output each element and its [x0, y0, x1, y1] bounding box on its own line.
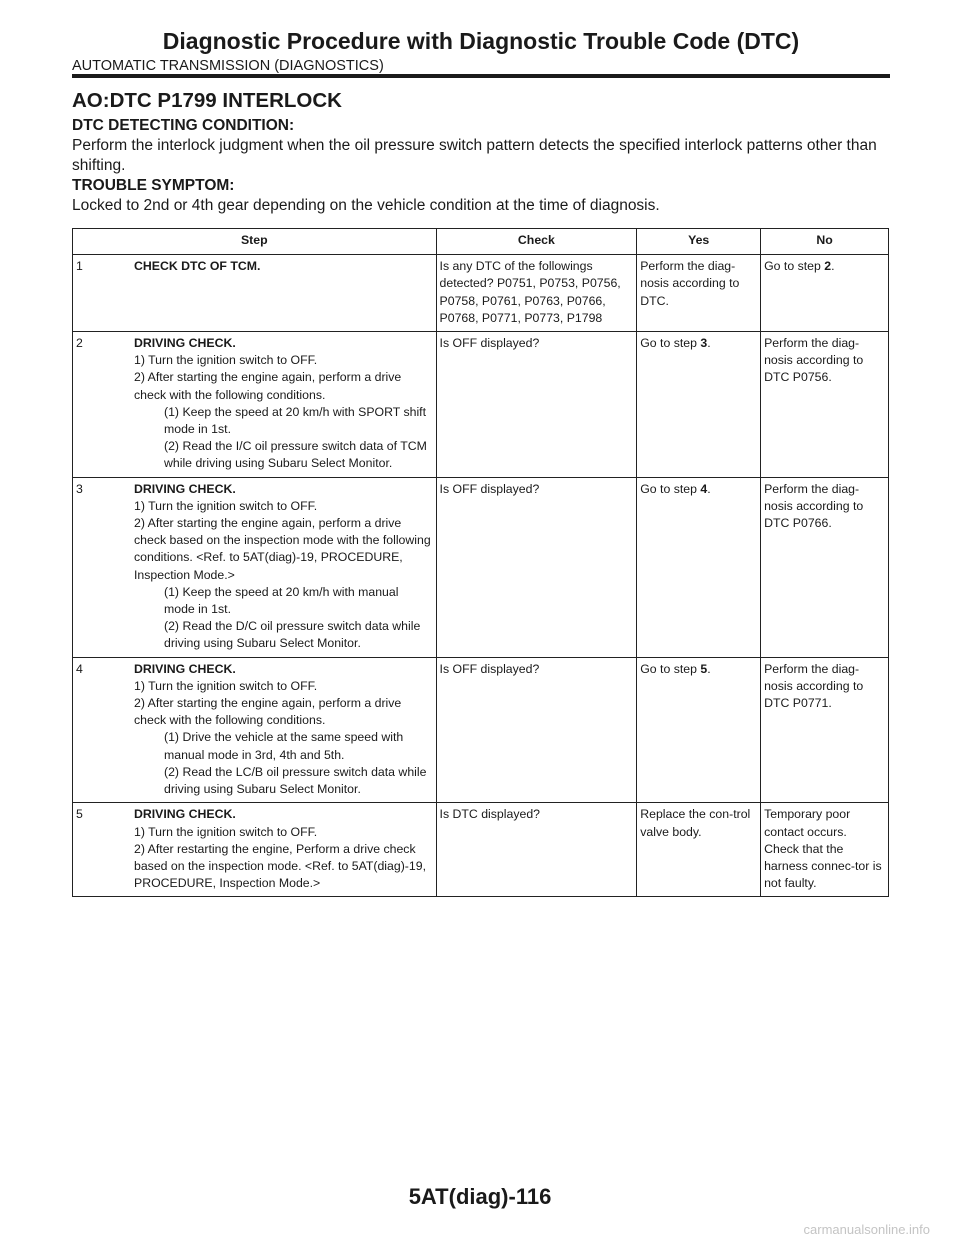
diagnostic-table	[72, 228, 889, 897]
yes-punct: .	[707, 481, 711, 496]
yes-text: Go to step	[640, 481, 701, 496]
step-instruction: 2) After starting the engine again, perform a drive check based on the inspection mode with the following conditions. <Ref. to 5AT(diag)-19, PROCEDURE, Inspection Mode.>	[134, 516, 431, 582]
page-title: Diagnostic Procedure with Diagnostic Trouble Code (DTC)	[162, 28, 800, 54]
table-row	[73, 657, 889, 803]
dtc-section	[72, 88, 890, 216]
page-number: 5AT(diag)-116	[408, 1184, 552, 1209]
no-cell: Perform the diag-nosis according to DTC P0756.	[761, 332, 889, 478]
section-title: AO:DTC P1799 INTERLOCK	[72, 89, 342, 112]
check-cell: Is DTC displayed?	[436, 803, 637, 897]
step-instruction: 1) Turn the ignition switch to OFF.	[134, 824, 318, 839]
step-instruction: 2) After restarting the engine, Perform a drive check based on the inspection mode. <Ref. to 5AT(diag)-19, PROCEDURE, Inspection Mode.>	[134, 841, 426, 891]
header-divider	[72, 74, 890, 78]
table-row	[73, 332, 889, 478]
condition-text: Perform the interlock judgment when the oil pressure switch pattern detects the specified interlock patterns other than shifting.	[72, 137, 877, 174]
step-substep: (2) Read the I/C oil pressure switch data of TCM while driving using Subaru Select Monitor.	[164, 439, 427, 471]
yes-punct: .	[707, 661, 711, 676]
step-number: 4	[76, 661, 83, 676]
column-header-yes: Yes	[637, 229, 761, 255]
table-row	[73, 255, 889, 332]
step-instruction: 1) Turn the ignition switch to OFF.	[134, 498, 318, 513]
step-substep: (1) Keep the speed at 20 km/h with manual mode in 1st.	[164, 584, 399, 617]
step-link[interactable]: 5	[700, 661, 708, 676]
step-instruction: 2) After starting the engine again, perform a drive check with the following conditions.	[134, 370, 402, 402]
no-cell: Perform the diag-nosis according to DTC P0771.	[761, 657, 889, 803]
no-punct: .	[831, 259, 835, 274]
step-link[interactable]: 2	[824, 259, 832, 274]
page-subtitle: AUTOMATIC TRANSMISSION (DIAGNOSTICS)	[72, 58, 384, 74]
step-instruction: 1) Turn the ignition switch to OFF.	[134, 678, 318, 693]
check-cell: Is OFF displayed?	[436, 477, 637, 657]
step-instruction: 2) After starting the engine again, perform a drive check with the following conditions.	[134, 696, 402, 728]
step-title: DRIVING CHECK.	[134, 336, 236, 351]
yes-cell: Replace the con-trol valve body.	[637, 803, 761, 897]
yes-punct: .	[707, 336, 711, 351]
step-number: 2	[76, 336, 83, 351]
step-number: 1	[76, 259, 83, 274]
watermark: carmanualsonline.info	[803, 1222, 930, 1237]
yes-cell	[637, 332, 761, 478]
no-cell: Perform the diag-nosis according to DTC P0766.	[761, 477, 889, 657]
step-cell	[73, 803, 437, 897]
column-header-no: No	[761, 229, 889, 255]
check-cell: Is OFF displayed?	[436, 657, 637, 803]
step-link[interactable]: 4	[700, 481, 708, 496]
no-cell	[761, 255, 889, 332]
check-cell: Is OFF displayed?	[436, 332, 637, 478]
yes-text: Go to step	[640, 336, 701, 351]
symptom-text: Locked to 2nd or 4th gear depending on the vehicle condition at the time of diagnosis.	[72, 197, 660, 214]
no-cell: Temporary poor contact occurs. Check that the harness connec-tor is not faulty.	[761, 803, 889, 897]
table-row	[73, 477, 889, 657]
step-title: DRIVING CHECK.	[134, 481, 236, 496]
step-title: CHECK DTC OF TCM.	[134, 259, 261, 274]
column-header-check: Check	[436, 229, 637, 255]
step-cell	[73, 657, 437, 803]
condition-label: DTC DETECTING CONDITION:	[72, 117, 295, 134]
step-substep: (1) Keep the speed at 20 km/h with SPORT shift mode in 1st.	[164, 404, 427, 437]
step-cell	[73, 255, 437, 332]
step-substep: (1) Drive the vehicle at the same speed with manual mode in 3rd, 4th and 5th.	[164, 730, 404, 762]
column-header-step: Step	[73, 229, 437, 255]
no-text: Go to step	[764, 259, 825, 274]
check-cell: Is any DTC of the followings detected? P0751, P0753, P0756, P0758, P0761, P0763, P0766, P0768, P0771, P0773, P1798	[436, 255, 637, 332]
step-title: DRIVING CHECK.	[134, 807, 236, 822]
yes-cell	[637, 657, 761, 803]
step-number: 5	[76, 807, 83, 822]
step-instruction: 1) Turn the ignition switch to OFF.	[134, 353, 318, 368]
step-title: DRIVING CHECK.	[134, 661, 236, 676]
step-cell	[73, 332, 437, 478]
step-number: 3	[76, 481, 83, 496]
symptom-label: TROUBLE SYMPTOM:	[72, 177, 235, 194]
step-substep: (2) Read the D/C oil pressure switch data while driving using Subaru Select Monitor.	[164, 619, 421, 651]
yes-cell: Perform the diag-nosis according to DTC.	[637, 255, 761, 332]
table-header-row	[73, 229, 889, 255]
step-cell	[73, 477, 437, 657]
yes-text: Go to step	[640, 661, 701, 676]
step-substep: (2) Read the LC/B oil pressure switch data while driving using Subaru Select Monitor.	[164, 764, 427, 797]
table-row	[73, 803, 889, 897]
page-header	[72, 28, 890, 75]
yes-cell	[637, 477, 761, 657]
step-link[interactable]: 3	[700, 336, 708, 351]
